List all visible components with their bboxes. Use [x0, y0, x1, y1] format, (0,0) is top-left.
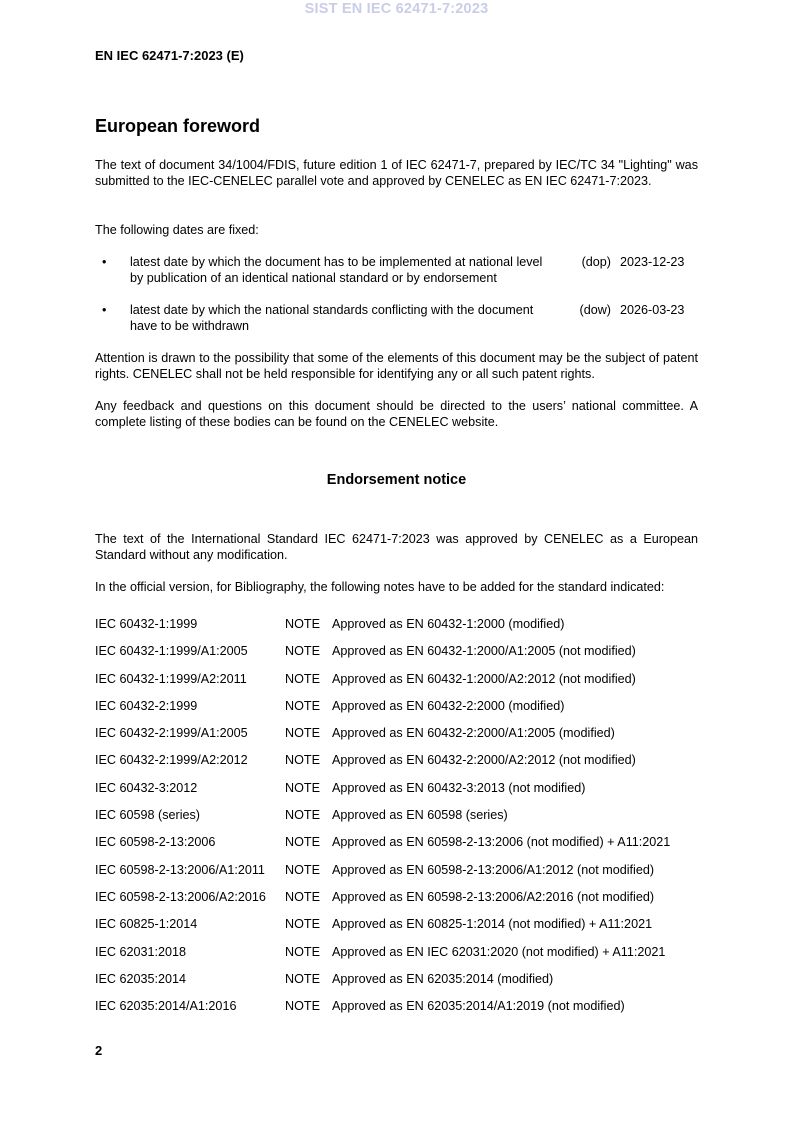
note-label: NOTE — [285, 780, 320, 795]
note-row — [95, 698, 715, 725]
watermark: SIST EN IEC 62471-7:2023 — [304, 1, 489, 17]
note-text: Approved as EN 60432-1:2000 (modified) — [332, 617, 565, 631]
note-text: Approved as EN 60598 (series) — [332, 808, 508, 823]
note-text: Approved as EN 60598-2-13:2006/A2:2016 (not modified) — [332, 889, 655, 904]
note-ref: IEC 60432-1:1999 — [95, 617, 198, 631]
note-label: NOTE — [285, 644, 320, 659]
note-row — [95, 834, 715, 861]
note-text: Approved as EN 60598-2-13:2006/A1:2012 (not modified) — [332, 862, 655, 877]
date-item-date: 2026-03-23 — [620, 303, 685, 317]
foreword-title: European foreword — [95, 116, 261, 136]
note-ref: IEC 60598-2-13:2006 — [95, 835, 216, 850]
bullet-marker: • — [102, 255, 107, 269]
note-row — [95, 725, 715, 752]
note-label: NOTE — [285, 753, 320, 768]
note-row — [95, 643, 715, 670]
note-label: NOTE — [285, 808, 320, 823]
note-text: Approved as EN 62035:2014 (modified) — [332, 971, 554, 986]
note-row — [95, 671, 715, 698]
note-ref: IEC 60598-2-13:2006/A1:2011 — [95, 862, 265, 877]
note-label: NOTE — [285, 698, 320, 713]
note-row — [95, 998, 715, 1025]
note-label: NOTE — [285, 971, 320, 986]
note-text: Approved as EN 60432-2:2000 (modified) — [332, 698, 565, 713]
endorsement-title: Endorsement notice — [326, 472, 467, 488]
note-ref: IEC 60432-1:1999/A2:2011 — [95, 671, 247, 686]
bibliography-intro: In the official version, for Bibliography, the following notes have to be added for the standard indicated: — [95, 580, 665, 594]
date-item-text: latest date by which the document has to be implemented at national level by publication of an identical national standard or by endorsement — [130, 255, 543, 285]
note-row — [95, 862, 715, 889]
note-ref: IEC 60825-1:2014 — [95, 917, 198, 932]
date-item-date: 2023-12-23 — [620, 255, 685, 269]
page-number: 2 — [95, 1043, 103, 1058]
note-ref: IEC 62035:2014/A1:2016 — [95, 999, 237, 1014]
document-id: EN IEC 62471-7:2023 (E) — [95, 48, 244, 63]
note-text: Approved as EN 60432-3:2013 (not modified) — [332, 780, 586, 795]
note-ref: IEC 60432-2:1999/A2:2012 — [95, 753, 248, 768]
note-text: Approved as EN 60432-1:2000/A1:2005 (not modified) — [332, 644, 636, 659]
note-label: NOTE — [285, 999, 320, 1014]
note-ref: IEC 62035:2014 — [95, 971, 187, 986]
foreword-intro: The text of document 34/1004/FDIS, future edition 1 of IEC 62471-7, prepared by IEC/TC 34 "Lighting" was submitted to the IEC-CENELEC parallel vote and approved by CENELEC as EN IEC 62471-7:2023. — [95, 158, 698, 188]
note-label: NOTE — [285, 944, 320, 959]
note-row — [95, 780, 715, 807]
endorsement-text: The text of the International Standard IEC 62471-7:2023 was approved by CENELEC as a European Standard without any modification. — [95, 532, 698, 562]
note-text: Approved as EN 62035:2014/A1:2019 (not modified) — [332, 999, 625, 1014]
note-text: Approved as EN 60432-2:2000/A1:2005 (modified) — [332, 726, 615, 741]
note-ref: IEC 62031:2018 — [95, 944, 187, 959]
note-ref: IEC 60598-2-13:2006/A2:2016 — [95, 889, 266, 904]
note-ref: IEC 60432-2:1999 — [95, 698, 198, 713]
note-label: NOTE — [285, 889, 320, 904]
date-item-text: latest date by which the national standards conflicting with the document have to be withdrawn — [130, 303, 534, 333]
note-label: NOTE — [285, 917, 320, 932]
note-text: Approved as EN 60432-1:2000/A2:2012 (not modified) — [332, 671, 636, 686]
note-label: NOTE — [285, 617, 320, 631]
patent-notice: Attention is drawn to the possibility that some of the elements of this document may be the subject of patent rights. CENELEC shall not be held responsible for identifying any or all such patent rights. — [95, 351, 698, 381]
note-ref: IEC 60432-1:1999/A1:2005 — [95, 644, 248, 659]
date-item-code: (dop) — [581, 255, 611, 269]
note-text: Approved as EN 60432-2:2000/A2:2012 (not modified) — [332, 753, 636, 768]
bullet-marker: • — [102, 303, 107, 317]
note-row — [95, 971, 715, 998]
note-text: Approved as EN 60825-1:2014 (not modified) + A11:2021 — [332, 917, 653, 932]
note-row — [95, 616, 715, 643]
note-ref: IEC 60432-2:1999/A1:2005 — [95, 726, 248, 741]
note-label: NOTE — [285, 835, 320, 850]
note-ref: IEC 60432-3:2012 — [95, 780, 198, 795]
note-ref: IEC 60598 (series) — [95, 808, 200, 823]
note-row — [95, 889, 715, 916]
feedback-notice: Any feedback and questions on this document should be directed to the users’ national committee. A complete listing of these bodies can be found on the CENELEC website. — [95, 399, 698, 429]
note-row — [95, 807, 715, 834]
note-text: Approved as EN 60598-2-13:2006 (not modified) + A11:2021 — [332, 835, 671, 850]
note-text: Approved as EN IEC 62031:2020 (not modified) + A11:2021 — [332, 944, 666, 959]
date-item-code: (dow) — [579, 303, 611, 317]
note-label: NOTE — [285, 671, 320, 686]
note-row — [95, 944, 715, 971]
bibliography-notes-list — [95, 616, 715, 1025]
note-label: NOTE — [285, 726, 320, 741]
note-row — [95, 752, 715, 779]
note-label: NOTE — [285, 862, 320, 877]
dates-intro: The following dates are fixed: — [95, 223, 259, 237]
note-row — [95, 916, 715, 943]
